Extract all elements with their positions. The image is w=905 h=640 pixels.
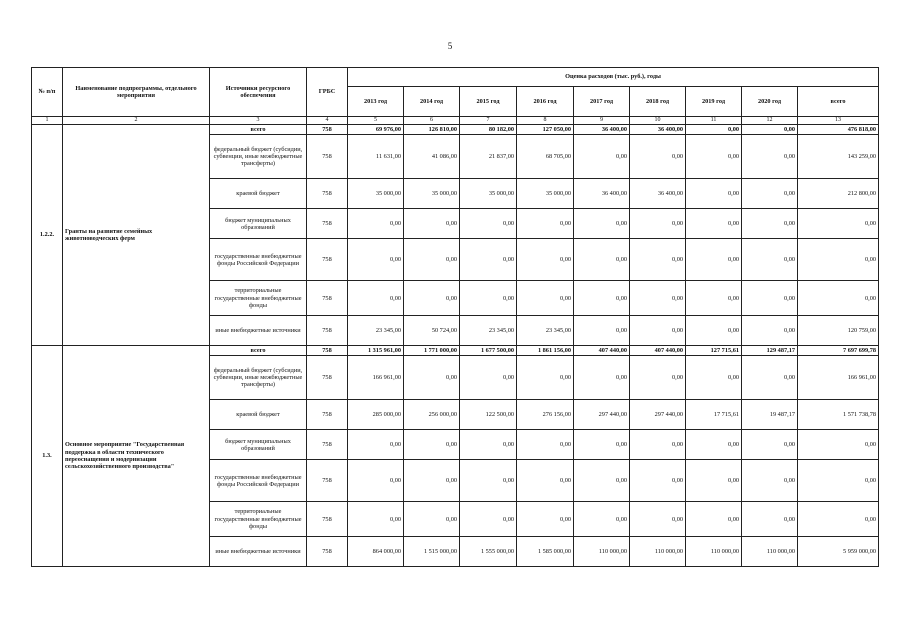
- year-value: 0,00: [574, 502, 630, 536]
- year-value: 0,00: [630, 460, 686, 502]
- year-value: 1 585 000,00: [517, 536, 574, 566]
- funding-source: государственные внебюджетные фонды Российской Федерации: [210, 239, 307, 281]
- total-value: 212 800,00: [798, 179, 879, 209]
- header-year: 2013 год: [348, 87, 404, 117]
- year-value: 0,00: [574, 281, 630, 315]
- year-value: 0,00: [742, 179, 798, 209]
- year-value: 0,00: [742, 315, 798, 345]
- header-year: 2018 год: [630, 87, 686, 117]
- year-value: 0,00: [348, 239, 404, 281]
- grbs-code: 758: [307, 124, 348, 134]
- column-number: 13: [798, 117, 879, 125]
- column-number: 6: [404, 117, 460, 125]
- year-value: 0,00: [348, 460, 404, 502]
- total-value: 5 959 000,00: [798, 536, 879, 566]
- year-value: 1 315 961,00: [348, 345, 404, 355]
- column-number: 1: [32, 117, 63, 125]
- year-value: 276 156,00: [517, 400, 574, 430]
- year-value: 110 000,00: [742, 536, 798, 566]
- header-year: 2017 год: [574, 87, 630, 117]
- year-value: 0,00: [517, 430, 574, 460]
- year-value: 0,00: [517, 502, 574, 536]
- year-value: 0,00: [348, 502, 404, 536]
- column-number: 5: [348, 117, 404, 125]
- total-value: 143 259,00: [798, 134, 879, 178]
- year-value: 1 677 500,00: [460, 345, 517, 355]
- year-value: 35 000,00: [404, 179, 460, 209]
- year-value: 1 555 000,00: [460, 536, 517, 566]
- grbs-code: 758: [307, 239, 348, 281]
- year-value: 50 724,00: [404, 315, 460, 345]
- year-value: 21 837,00: [460, 134, 517, 178]
- funding-source: краевой бюджет: [210, 400, 307, 430]
- column-number: 8: [517, 117, 574, 125]
- year-value: 23 345,00: [517, 315, 574, 345]
- year-value: 80 182,00: [460, 124, 517, 134]
- year-value: 0,00: [404, 355, 460, 399]
- year-value: 0,00: [517, 209, 574, 239]
- year-value: 0,00: [460, 239, 517, 281]
- year-value: 0,00: [517, 460, 574, 502]
- year-value: 256 000,00: [404, 400, 460, 430]
- total-value: 0,00: [798, 430, 879, 460]
- year-value: 1 861 156,00: [517, 345, 574, 355]
- year-value: 0,00: [348, 281, 404, 315]
- grbs-code: 758: [307, 281, 348, 315]
- funding-source: всего: [210, 345, 307, 355]
- year-value: 0,00: [742, 281, 798, 315]
- year-value: 0,00: [404, 239, 460, 281]
- year-value: 0,00: [686, 239, 742, 281]
- header-year: 2014 год: [404, 87, 460, 117]
- header-year: 2020 год: [742, 87, 798, 117]
- year-value: 0,00: [404, 281, 460, 315]
- year-value: 1 515 000,00: [404, 536, 460, 566]
- header-col-grbs: ГРБС: [307, 68, 348, 117]
- year-value: 126 810,00: [404, 124, 460, 134]
- grbs-code: 758: [307, 345, 348, 355]
- year-value: 0,00: [630, 502, 686, 536]
- grbs-code: 758: [307, 355, 348, 399]
- year-value: 23 345,00: [460, 315, 517, 345]
- year-value: 36 400,00: [630, 179, 686, 209]
- year-value: 0,00: [742, 209, 798, 239]
- year-value: 166 961,00: [348, 355, 404, 399]
- year-value: 0,00: [630, 355, 686, 399]
- year-value: 0,00: [742, 239, 798, 281]
- year-value: 0,00: [404, 502, 460, 536]
- year-value: 0,00: [460, 355, 517, 399]
- funding-source: территориальные государственные внебюджетные фонды: [210, 502, 307, 536]
- table-row: [32, 124, 879, 134]
- year-value: 0,00: [574, 430, 630, 460]
- year-value: 36 400,00: [630, 124, 686, 134]
- grbs-code: 758: [307, 502, 348, 536]
- section-name: Гранты на развитие семейных животноводческих ферм: [63, 124, 210, 345]
- funding-source: бюджет муниципальных образований: [210, 430, 307, 460]
- year-value: 0,00: [686, 134, 742, 178]
- year-value: 0,00: [686, 179, 742, 209]
- year-value: 0,00: [686, 502, 742, 536]
- year-value: 122 500,00: [460, 400, 517, 430]
- grbs-code: 758: [307, 536, 348, 566]
- column-number: 12: [742, 117, 798, 125]
- year-value: 0,00: [460, 209, 517, 239]
- year-value: 35 000,00: [348, 179, 404, 209]
- year-value: 110 000,00: [686, 536, 742, 566]
- header-col-name: Наименование подпрограммы, отдельного мероприятия: [63, 68, 210, 117]
- year-value: 0,00: [517, 239, 574, 281]
- year-value: 0,00: [686, 315, 742, 345]
- year-value: 0,00: [742, 355, 798, 399]
- year-value: 0,00: [742, 460, 798, 502]
- funding-source: территориальные государственные внебюджетные фонды: [210, 281, 307, 315]
- year-value: 297 440,00: [630, 400, 686, 430]
- column-number: 4: [307, 117, 348, 125]
- year-value: 0,00: [630, 209, 686, 239]
- year-value: 864 000,00: [348, 536, 404, 566]
- year-value: 23 345,00: [348, 315, 404, 345]
- year-value: 127 050,00: [517, 124, 574, 134]
- year-value: 0,00: [460, 430, 517, 460]
- header-col-no: № п/п: [32, 68, 63, 117]
- column-number: 2: [63, 117, 210, 125]
- year-value: 68 705,00: [517, 134, 574, 178]
- section-number: 1.3.: [32, 345, 63, 566]
- year-value: 0,00: [686, 209, 742, 239]
- year-value: 0,00: [574, 460, 630, 502]
- year-value: 0,00: [686, 124, 742, 134]
- year-value: 36 400,00: [574, 179, 630, 209]
- funding-source: иные внебюджетные источники: [210, 315, 307, 345]
- total-value: 0,00: [798, 460, 879, 502]
- year-value: 285 000,00: [348, 400, 404, 430]
- total-value: 7 697 699,78: [798, 345, 879, 355]
- year-value: 0,00: [630, 239, 686, 281]
- funding-source: федеральный бюджет (субсидии, субвенции, иные межбюджетные трансферты): [210, 134, 307, 178]
- year-value: 0,00: [630, 430, 686, 460]
- year-value: 110 000,00: [574, 536, 630, 566]
- grbs-code: 758: [307, 460, 348, 502]
- year-value: 36 400,00: [574, 124, 630, 134]
- grbs-code: 758: [307, 400, 348, 430]
- year-value: 0,00: [742, 124, 798, 134]
- year-value: 127 715,61: [686, 345, 742, 355]
- year-value: 0,00: [742, 430, 798, 460]
- year-value: 0,00: [630, 315, 686, 345]
- year-value: 0,00: [404, 460, 460, 502]
- grbs-code: 758: [307, 209, 348, 239]
- column-number: 10: [630, 117, 686, 125]
- section-name: Основное мероприятие "Государственная поддержка в области технического переоснащения и модернизации сельскохозяйственного производства": [63, 345, 210, 566]
- year-value: 297 440,00: [574, 400, 630, 430]
- year-value: 0,00: [686, 460, 742, 502]
- year-value: 0,00: [686, 430, 742, 460]
- funding-source: федеральный бюджет (субсидии, субвенции, иные межбюджетные трансферты): [210, 355, 307, 399]
- funding-source: краевой бюджет: [210, 179, 307, 209]
- year-value: 41 086,00: [404, 134, 460, 178]
- year-value: 35 000,00: [460, 179, 517, 209]
- header-col-source: Источники ресурсного обеспечения: [210, 68, 307, 117]
- total-value: 476 818,00: [798, 124, 879, 134]
- header-col-estimate: Оценка расходов (тыс. руб.), годы: [348, 68, 879, 87]
- year-value: 19 487,17: [742, 400, 798, 430]
- total-value: 1 571 738,78: [798, 400, 879, 430]
- year-value: 0,00: [517, 281, 574, 315]
- header-year: всего: [798, 87, 879, 117]
- year-value: 0,00: [348, 209, 404, 239]
- column-number: 9: [574, 117, 630, 125]
- year-value: 0,00: [460, 460, 517, 502]
- year-value: 0,00: [404, 209, 460, 239]
- total-value: 120 759,00: [798, 315, 879, 345]
- total-value: 0,00: [798, 281, 879, 315]
- column-number: 11: [686, 117, 742, 125]
- year-value: 0,00: [574, 315, 630, 345]
- year-value: 110 000,00: [630, 536, 686, 566]
- funding-source: всего: [210, 124, 307, 134]
- header-year: 2019 год: [686, 87, 742, 117]
- table-row: [32, 345, 879, 355]
- year-value: 69 976,00: [348, 124, 404, 134]
- funding-source: бюджет муниципальных образований: [210, 209, 307, 239]
- year-value: 0,00: [348, 430, 404, 460]
- section-number: 1.2.2.: [32, 124, 63, 345]
- year-value: 0,00: [574, 134, 630, 178]
- year-value: 11 631,00: [348, 134, 404, 178]
- grbs-code: 758: [307, 134, 348, 178]
- grbs-code: 758: [307, 315, 348, 345]
- header-year: 2016 год: [517, 87, 574, 117]
- funding-source: иные внебюджетные источники: [210, 536, 307, 566]
- year-value: 0,00: [742, 502, 798, 536]
- year-value: 0,00: [460, 502, 517, 536]
- year-value: 0,00: [517, 355, 574, 399]
- year-value: 0,00: [742, 134, 798, 178]
- page-number: 5: [447, 41, 453, 51]
- year-value: 407 440,00: [630, 345, 686, 355]
- grbs-code: 758: [307, 179, 348, 209]
- year-value: 0,00: [574, 355, 630, 399]
- grbs-code: 758: [307, 430, 348, 460]
- total-value: 0,00: [798, 239, 879, 281]
- year-value: 0,00: [574, 239, 630, 281]
- total-value: 0,00: [798, 209, 879, 239]
- total-value: 0,00: [798, 502, 879, 536]
- year-value: 129 487,17: [742, 345, 798, 355]
- year-value: 0,00: [630, 134, 686, 178]
- year-value: 407 440,00: [574, 345, 630, 355]
- year-value: 0,00: [404, 430, 460, 460]
- year-value: 35 000,00: [517, 179, 574, 209]
- year-value: 17 715,61: [686, 400, 742, 430]
- header-year: 2015 год: [460, 87, 517, 117]
- year-value: 1 771 000,00: [404, 345, 460, 355]
- year-value: 0,00: [630, 281, 686, 315]
- year-value: 0,00: [686, 281, 742, 315]
- column-number: 3: [210, 117, 307, 125]
- funding-source: государственные внебюджетные фонды Российской Федерации: [210, 460, 307, 502]
- column-number: 7: [460, 117, 517, 125]
- year-value: 0,00: [686, 355, 742, 399]
- year-value: 0,00: [574, 209, 630, 239]
- total-value: 166 961,00: [798, 355, 879, 399]
- budget-table: [31, 67, 879, 567]
- year-value: 0,00: [460, 281, 517, 315]
